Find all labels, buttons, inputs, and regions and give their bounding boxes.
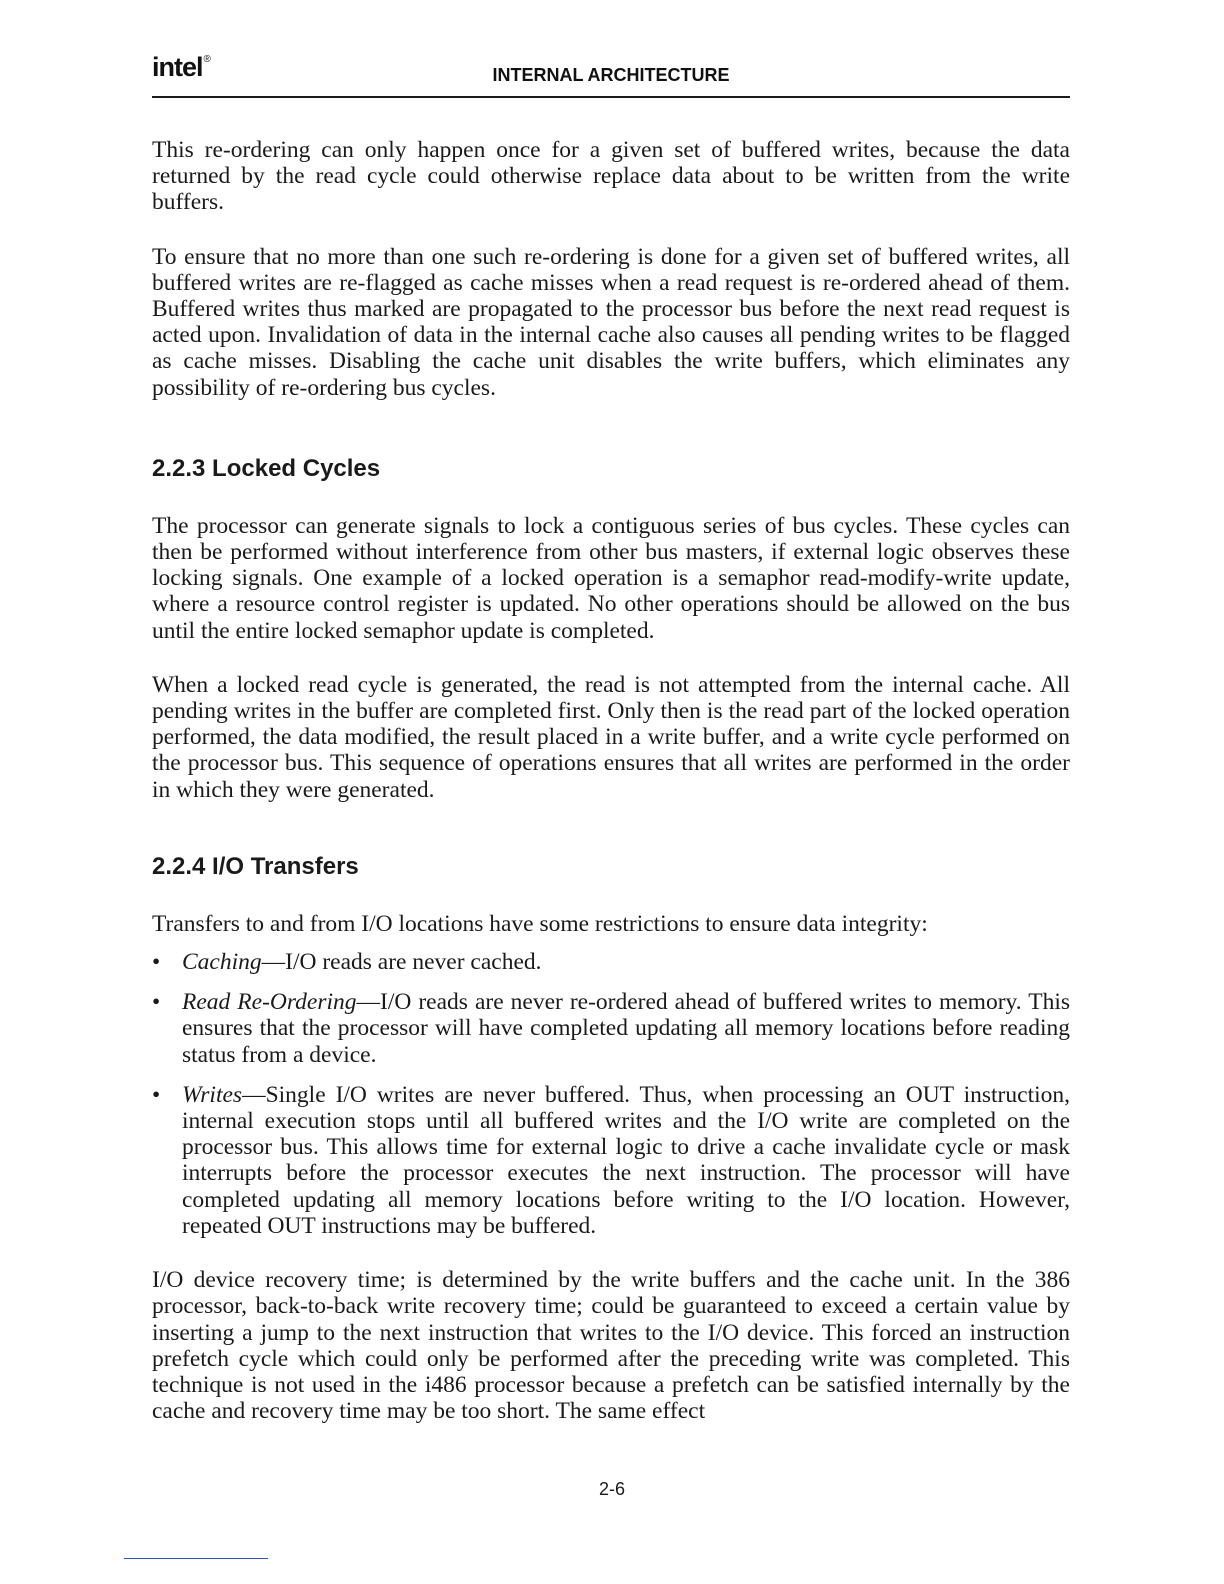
registered-mark: ® [203, 54, 210, 65]
paragraph-reordering: This re-ordering can only happen once for a given set of buffered writes, because the data returned by the read cycle could otherwise replace data about to be written from the write buffers. [152, 137, 1070, 216]
list-item-text: I/O reads are never re-ordered ahead of buffered writes to memory. This ensures that the processor will have completed updating all memory locations before reading status from a device. [182, 989, 1070, 1068]
list-item-text: Single I/O writes are never buffered. Thus, when processing an OUT instruction, internal execution stops until all buffered writes and the I/O write are completed on the processor bus. This allows time for external logic to drive a cache invalidate cycle or mask interrupts before the processor executes the next instruction. The processor will have completed updating all memory locations before writing to the I/O location. However, repeated OUT instructions may be buffered. [182, 1081, 1070, 1239]
page-number: 2-6 [598, 1479, 625, 1499]
io-restrictions-list [152, 949, 1070, 1239]
list-item-term: Writes [182, 1081, 243, 1108]
list-item-text: I/O reads are never cached. [285, 949, 542, 976]
paragraph-reordering-limit: To ensure that no more than one such re-ordering is done for a given set of buffered writes, all buffered writes are re-flagged as cache misses when a read request is re-ordered ahead of them. Buffered writes thus marked are propagated to the processor bus before the next read request is acted upon. Invalidation of data in the internal cache also causes all pending writes to be flagged as cache misses. Disabling the cache unit disables the write buffers, which eliminates any possibility of re-ordering bus cycles. [152, 243, 1070, 401]
paragraph-io-intro: Transfers to and from I/O locations have some restrictions to ensure data integrity: [152, 910, 928, 937]
paragraph-locked-read: When a locked read cycle is generated, the read is not attempted from the internal cache. All pending writes in the buffer are completed first. Only then is the read part of the locked operation performed, the data modified, the result placed in a write buffer, and a write cycle performed on the processor bus. This sequence of operations ensures that all writes are performed in the order in which they were generated. [152, 671, 1070, 803]
list-item [152, 949, 1070, 975]
list-item-dash: — [242, 1081, 266, 1108]
page-content [152, 137, 1070, 1424]
section-heading-io-transfers: 2.2.4 I/O Transfers [152, 852, 359, 880]
list-item-term: Read Re-Ordering [182, 989, 357, 1016]
list-item [152, 1082, 1070, 1239]
page-header [152, 50, 1070, 98]
list-item-dash: — [261, 949, 286, 976]
logo-wordmark: intel [152, 52, 203, 82]
footnote-divider [124, 1558, 268, 1559]
bullet-icon: • [152, 989, 161, 1016]
paragraph-device-recovery: I/O device recovery time; is determined by the write buffers and the cache unit. In the 386 processor, back-to-back write recovery time; could be guaranteed to exceed a certain value by inserting a jump to the next instruction that writes to the I/O device. This forced an instruction prefetch cycle which could only be performed after the preceding write was completed. This technique is not used in the i486 processor because a prefetch can be satisfied internally by the cache and recovery time may be too short. The same effect [152, 1267, 1070, 1425]
bullet-icon: • [152, 1081, 161, 1108]
section-heading-locked-cycles: 2.2.3 Locked Cycles [152, 454, 381, 482]
list-item-dash: — [356, 989, 381, 1016]
paragraph-locked-signals: The processor can generate signals to lock a contiguous series of bus cycles. These cycles can then be performed without interference from other bus masters, if external logic observes these locking signals. One example of a locked operation is a semaphor read-modify-write update, where a resource control register is updated. No other operations should be allowed on the bus until the entire locked semaphor update is completed. [152, 512, 1070, 644]
list-item [152, 989, 1070, 1068]
list-item-term: Caching [182, 949, 262, 976]
bullet-icon: • [152, 949, 161, 976]
running-header-title: INTERNAL ARCHITECTURE [492, 65, 730, 85]
